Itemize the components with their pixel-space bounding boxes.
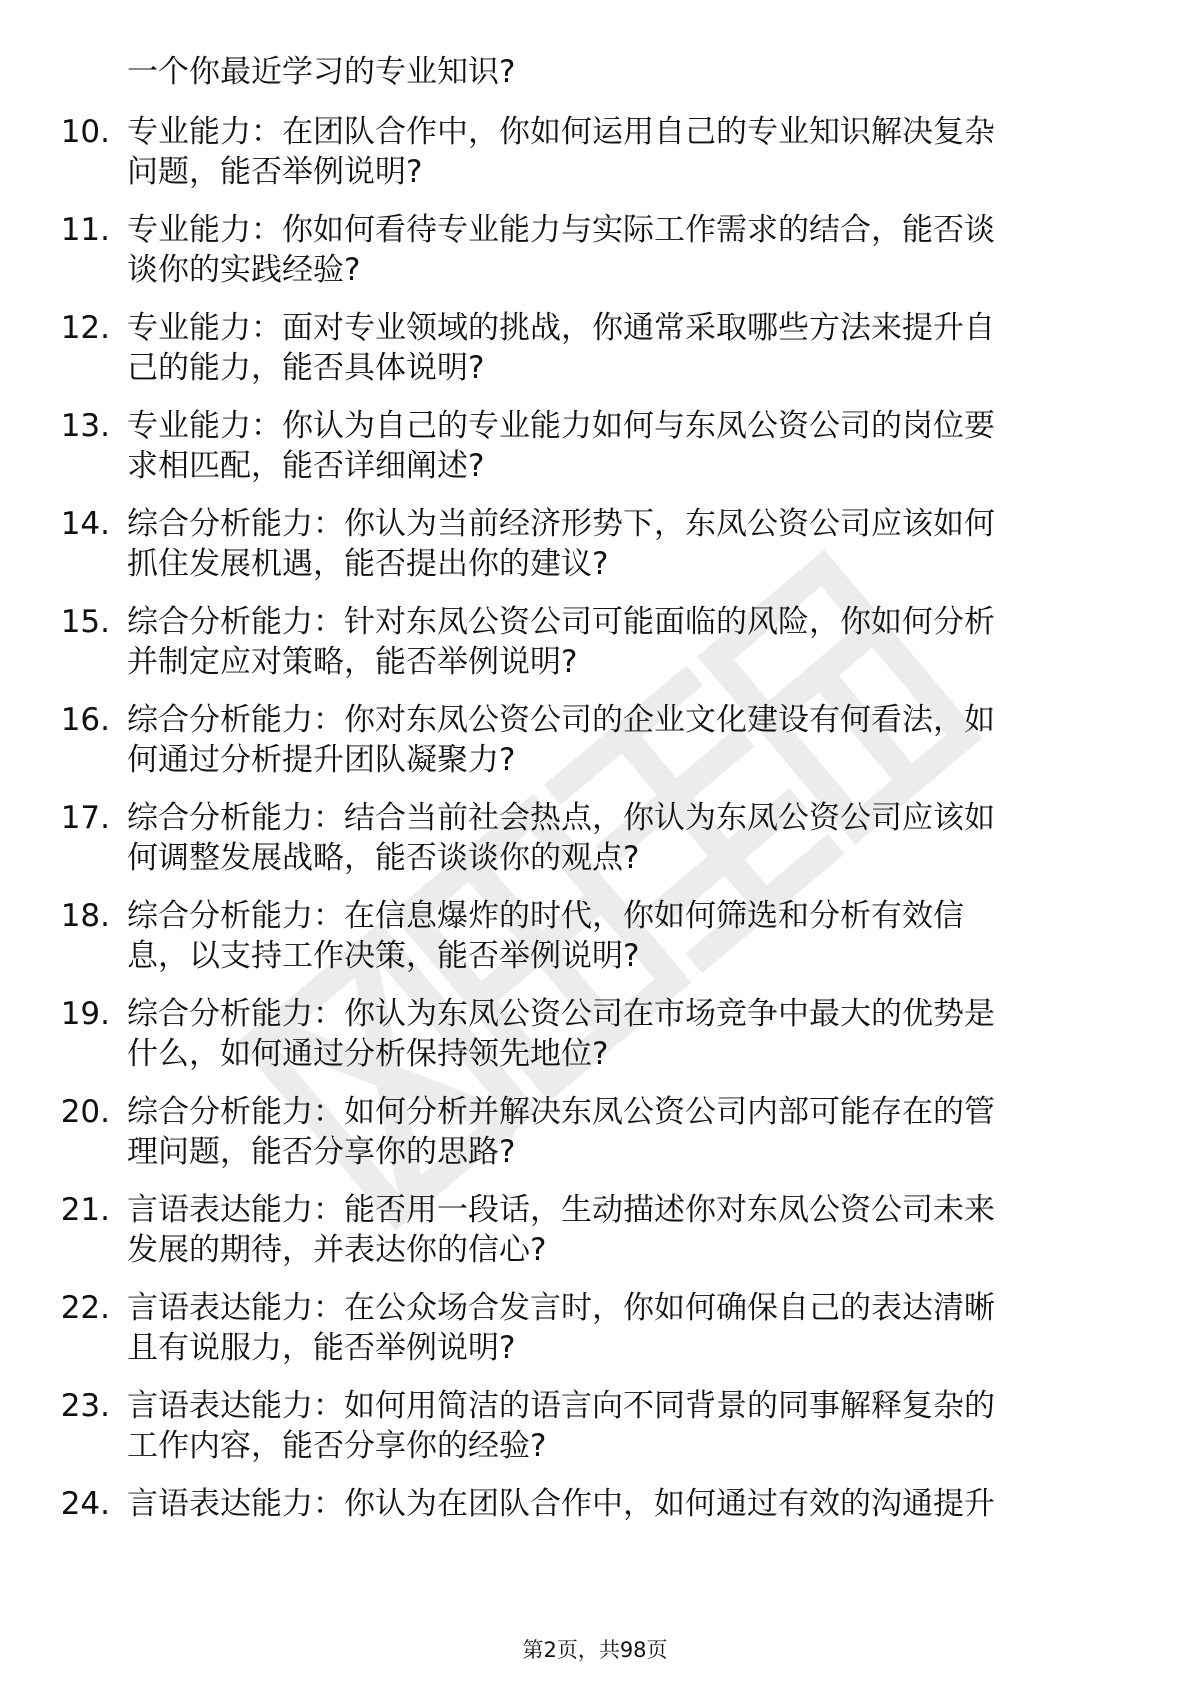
item-text-line1: 综合分析能力：针对东凤公资公司可能面临的风险，你如何分析 bbox=[127, 604, 995, 640]
item-number: 20. bbox=[60, 1094, 110, 1130]
item-number: 15. bbox=[60, 604, 110, 640]
item-text-line1: 综合分析能力：你认为东凤公资公司在市场竞争中最大的优势是 bbox=[127, 996, 995, 1032]
list-item bbox=[0, 896, 1190, 986]
item-text-line2: 何调整发展战略，能否谈谈你的观点? bbox=[127, 840, 640, 876]
item-text-line2: 并制定应对策略，能否举例说明? bbox=[127, 644, 578, 680]
list-item bbox=[0, 700, 1190, 790]
item-number: 14. bbox=[60, 506, 110, 542]
list-item bbox=[0, 1386, 1190, 1476]
list-item bbox=[0, 602, 1190, 692]
item-number: 23. bbox=[60, 1388, 110, 1424]
item-text-line1: 言语表达能力：在公众场合发言时，你如何确保自己的表达清晰 bbox=[127, 1290, 995, 1326]
item-text-line2: 抓住发展机遇，能否提出你的建议? bbox=[127, 546, 609, 582]
item-number: 10. bbox=[60, 114, 110, 150]
item-text-line1: 言语表达能力：如何用简洁的语言向不同背景的同事解释复杂的 bbox=[127, 1388, 995, 1424]
item-text-line1: 言语表达能力：你认为在团队合作中，如何通过有效的沟通提升 bbox=[127, 1486, 995, 1522]
item-text-line1: 综合分析能力：你认为当前经济形势下，东凤公资公司应该如何 bbox=[127, 506, 995, 542]
item-number: 17. bbox=[60, 800, 110, 836]
item-text-line2: 己的能力，能否具体说明? bbox=[127, 350, 485, 386]
continuation-line: 一个你最近学习的专业知识? bbox=[127, 54, 516, 90]
item-text-line2: 何通过分析提升团队凝聚力? bbox=[127, 742, 516, 778]
item-text-line1: 综合分析能力：结合当前社会热点，你认为东凤公资公司应该如 bbox=[127, 800, 995, 836]
list-item bbox=[0, 1190, 1190, 1280]
item-text-line2: 什么，如何通过分析保持领先地位? bbox=[127, 1036, 609, 1072]
item-number: 13. bbox=[60, 408, 110, 444]
item-text-line1: 专业能力：面对专业领域的挑战，你通常采取哪些方法来提升自 bbox=[127, 310, 995, 346]
list-item bbox=[0, 112, 1190, 202]
item-number: 12. bbox=[60, 310, 110, 346]
item-number: 24. bbox=[60, 1486, 110, 1522]
item-text-line1: 综合分析能力：在信息爆炸的时代，你如何筛选和分析有效信 bbox=[127, 898, 964, 934]
list-item bbox=[0, 308, 1190, 398]
item-number: 16. bbox=[60, 702, 110, 738]
page-footer: 第2页，共98页 bbox=[522, 1638, 668, 1662]
item-text-line2: 问题，能否举例说明? bbox=[127, 154, 423, 190]
item-text-line2: 息，以支持工作决策，能否举例说明? bbox=[127, 938, 640, 974]
item-text-line1: 专业能力：你认为自己的专业能力如何与东凤公资公司的岗位要 bbox=[127, 408, 995, 444]
item-text-line1: 专业能力：你如何看待专业能力与实际工作需求的结合，能否谈 bbox=[127, 212, 995, 248]
item-text-line1: 综合分析能力：你对东凤公资公司的企业文化建设有何看法，如 bbox=[127, 702, 995, 738]
list-item bbox=[0, 798, 1190, 888]
list-item bbox=[0, 504, 1190, 594]
item-number: 22. bbox=[60, 1290, 110, 1326]
item-number: 18. bbox=[60, 898, 110, 934]
list-item bbox=[0, 210, 1190, 300]
item-text-line2: 求相匹配，能否详细阐述? bbox=[127, 448, 485, 484]
item-text-line2: 且有说服力，能否举例说明? bbox=[127, 1330, 516, 1366]
item-number: 21. bbox=[60, 1192, 110, 1228]
item-text-line1: 言语表达能力：能否用一段话，生动描述你对东凤公资公司未来 bbox=[127, 1192, 995, 1228]
list-item bbox=[0, 1288, 1190, 1378]
item-number: 19. bbox=[60, 996, 110, 1032]
item-text-line2: 工作内容，能否分享你的经验? bbox=[127, 1428, 547, 1464]
item-number: 11. bbox=[60, 212, 110, 248]
item-text-line2: 发展的期待，并表达你的信心? bbox=[127, 1232, 547, 1268]
list-item bbox=[0, 1484, 1190, 1574]
list-item bbox=[0, 406, 1190, 496]
item-text-line2: 理问题，能否分享你的思路? bbox=[127, 1134, 516, 1170]
item-text-line1: 综合分析能力：如何分析并解决东凤公资公司内部可能存在的管 bbox=[127, 1094, 995, 1130]
item-text-line1: 专业能力：在团队合作中，你如何运用自己的专业知识解决复杂 bbox=[127, 114, 995, 150]
list-item bbox=[0, 1092, 1190, 1182]
list-item bbox=[0, 994, 1190, 1084]
item-text-line2: 谈你的实践经验? bbox=[127, 252, 361, 288]
